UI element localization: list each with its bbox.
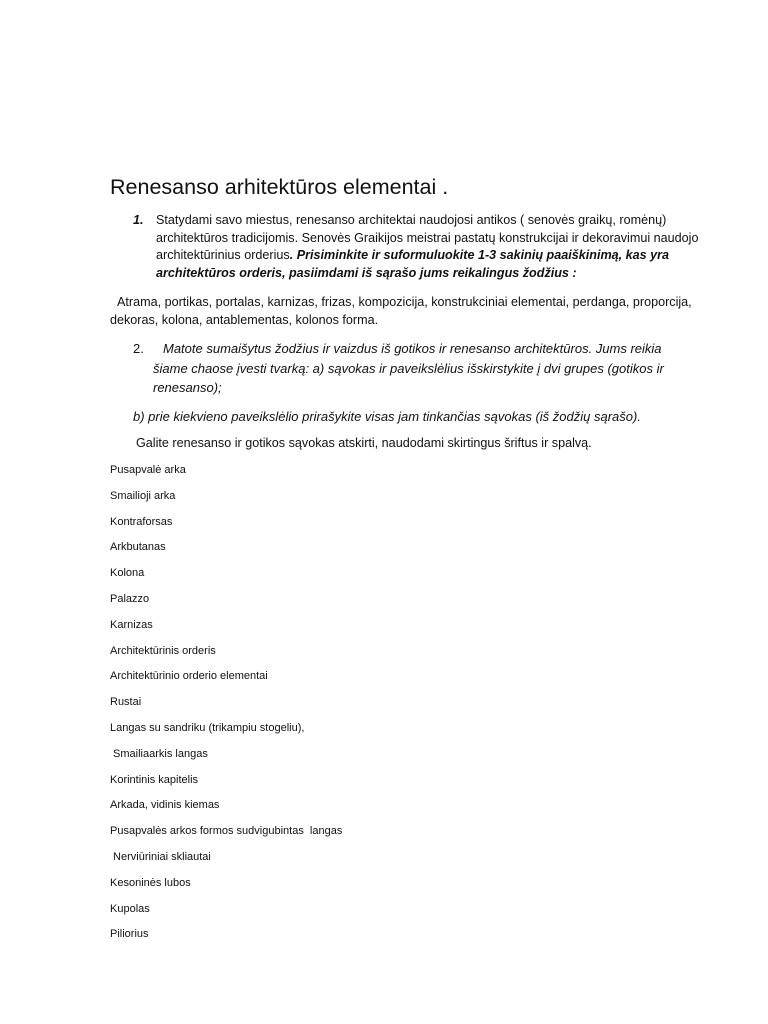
word-bank <box>110 294 740 329</box>
term-item: Architektūrinis orderis <box>110 644 216 657</box>
term-item: Palazzo <box>110 592 150 605</box>
term-item: Kontraforsas <box>110 515 173 528</box>
term-item: Smailioji arka <box>110 489 176 502</box>
term-item: Karnizas <box>110 618 153 631</box>
term-item: Nervіūriniai skliautai <box>110 850 211 863</box>
task-2-text <box>163 339 733 359</box>
document-title: Renesanso arhitektūros elementai . <box>110 175 449 199</box>
term-item: Pusapvalės arkos formos sudvigubintas langas <box>110 825 343 838</box>
term-item: Langas su sandriku (trikampiu stogeliu), <box>110 721 305 734</box>
hint-text: Galite renesanso ir gotikos sąvokas atskirti, naudodami skirtingus šriftus ir spalvą. <box>136 436 592 450</box>
term-item: Kolona <box>110 567 145 580</box>
task-1 <box>133 212 733 282</box>
term-item: Architektūrinio orderio elementai <box>110 670 268 683</box>
term-item: Korintinis kapitelis <box>110 773 199 786</box>
task-1-number: 1. <box>133 213 144 227</box>
task-2-first-line: Matote sumaišytus žodžius ir vaizdus iš gotikos ir renesanso architektūros. Jums reikia <box>163 341 662 356</box>
task-2-continuation: šiame chaose įvesti tvarką: a) sąvokas ir paveikslėlius išskirstykite į dvi grupes (gotikos ir renesanso); <box>153 360 664 395</box>
term-item: Smailiaarkis langas <box>110 747 208 760</box>
word-bank-text: Atrama, portikas, portalas, karnizas, frizas, kompozicija, konstrukciniai elementai, perdanga, proporcija, dekoras, kolona, antablementas, kolonos forma. <box>110 295 692 327</box>
terms-list <box>110 461 342 951</box>
term-item: Arkada, vidinis kiemas <box>110 799 220 812</box>
term-item: Kesoninės lubos <box>110 876 191 889</box>
task-2-number: 2. <box>133 341 144 356</box>
term-item: Rustai <box>110 696 142 709</box>
term-item: Piliorius <box>110 928 149 941</box>
task-1-emphasized-text: . Prisiminkite ir suformuluokite 1-3 sakinių paaiškinimą, kas yra architektūros orderis, pasiimdami iš sąrašo jums reikalingus žodžius : <box>156 248 670 280</box>
term-item: Kupolas <box>110 902 150 915</box>
task-2 <box>133 339 733 398</box>
task-1-plain-text: Statydami savo miestus, renesanso architektai naudojosi antikos ( senovės graikų, romėnų) architektūros tradicijomis. Senovės Graikijos meistrai pastatų konstrukcijai ir dekoravimui naudojo architektūrinius orderius <box>156 213 699 262</box>
task-2-b: b) prie kiekvieno paveikslėlio prirašykite visas jam tinkančias sąvokas (iš žodžių sąrašo). <box>133 409 641 424</box>
term-item: Arkbutanas <box>110 541 166 554</box>
term-item: Pusapvalė arka <box>110 464 186 476</box>
task-1-text <box>156 212 733 282</box>
